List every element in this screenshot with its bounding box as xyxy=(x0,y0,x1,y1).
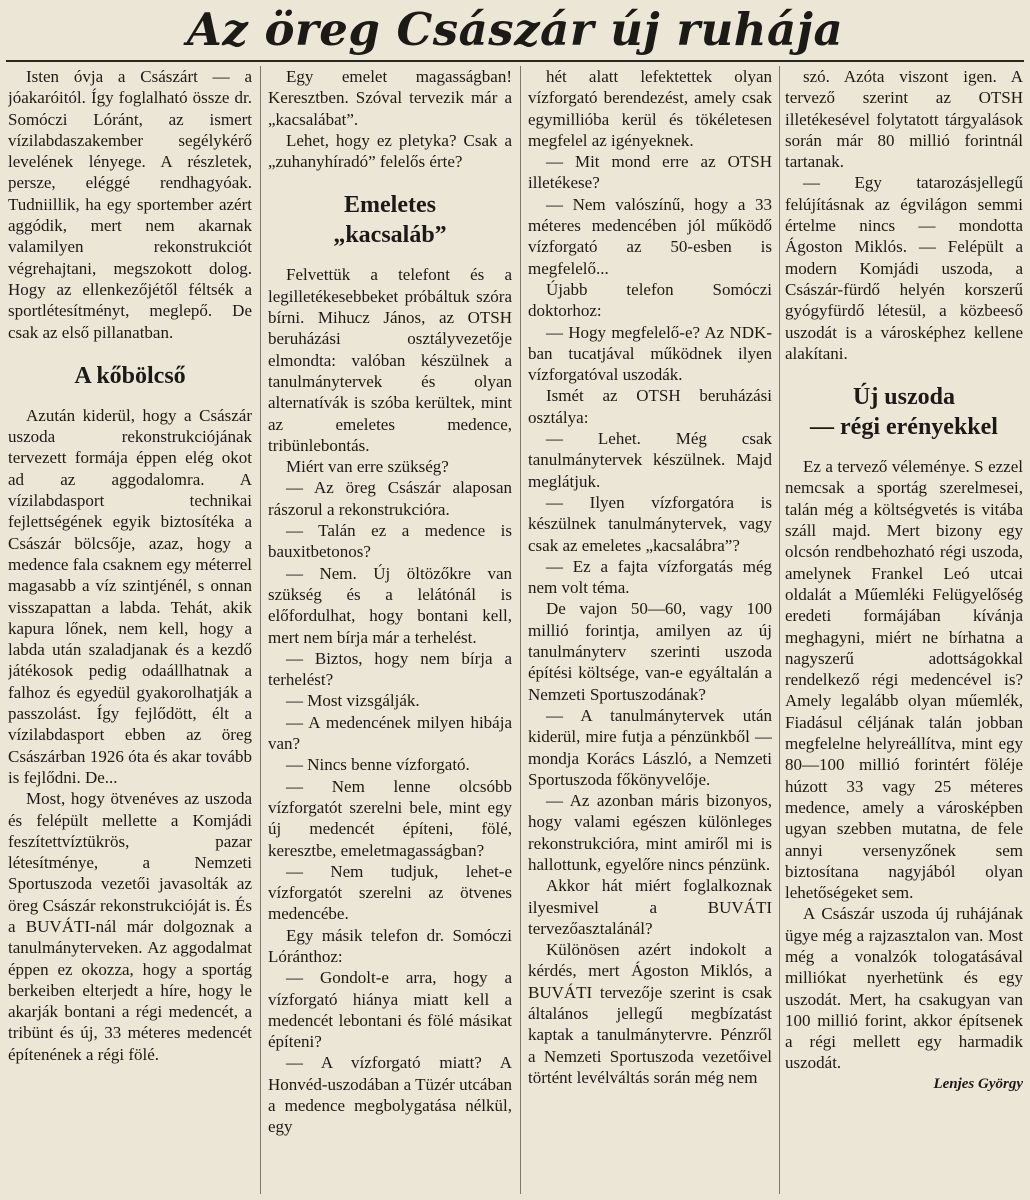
paragraph: Lehet, hogy ez pletyka? Csak a „zuhanyhíradó” felelős érte? xyxy=(268,130,512,172)
paragraph: — Nem tudjuk, lehet-e vízforgatót szerelni az ötvenes medencébe. xyxy=(268,861,512,924)
subheading-line: A kőbölcső xyxy=(74,362,186,389)
paragraph: — A vízforgató miatt? A Honvéd-uszodában a Tüzér utcában a medence megbolygatása nélkül, egy xyxy=(268,1053,512,1137)
subheading xyxy=(8,361,252,391)
paragraph: — Hogy megfelelő-e? Az NDK-ban tucatjával működnek ilyen vízforgatóval uszodák. xyxy=(528,322,772,385)
paragraph: — Mit mond erre az OTSH illetékese? xyxy=(528,152,772,193)
subheading-line: „kacsaláb” xyxy=(333,222,447,249)
column-divider xyxy=(779,66,780,1194)
paragraph: — Biztos, hogy nem bírja a terhelést? xyxy=(268,648,512,690)
paragraph: Most, hogy ötvenéves az uszoda és felépült mellette a Komjádi feszítettvíztükrös, pazar létesítménye, a Nemzeti Sportuszoda vezetői javasolták az öreg Császár rekonstrukcióját is. És a BUVÁTI-nál már dolgoznak a tanulmányterveken. Az aggodalmat éppen ez okozza, hogy a sportág berkeiben elterjedt a híre, hogy le akarják bontani a régi medencét, a tribünt és új, 33 méteres medencét építenének a régi fölé. xyxy=(8,789,252,1064)
paragraph: De vajon 50—60, vagy 100 millió forintja, amilyen az új tanulmányterv szerinti uszoda építési költsége, van-e egyáltalán a Nemzeti Sportuszodának? xyxy=(528,599,772,704)
paragraph: — A medencének milyen hibája van? xyxy=(268,712,512,754)
paragraph: szó. Azóta viszont igen. A tervező szerint az OTSH illetékesével folytatott tárgyalások során már 80 millió forintnál tartanak. xyxy=(785,67,1023,172)
subheading-line: Új uszoda xyxy=(852,384,955,411)
paragraph: — Ilyen vízforgatóra is készülnek tanulmánytervek, vagy csak az emeletes „kacsalábra”? xyxy=(528,492,772,555)
subheading xyxy=(268,190,512,250)
paragraph: — Nem valószínű, hogy a 33 méteres medencében jól működő vízforgató az 50-esben is megfelelő... xyxy=(528,194,772,278)
paragraph: — A tanulmánytervek után kiderül, mire futja a pénzünkből — mondja Korács László, a Nemzeti Sportuszoda főkönyvelője. xyxy=(528,705,772,789)
subheading xyxy=(785,382,1023,442)
paragraph: Akkor hát miért foglalkoznak ilyesmivel a BUVÁTI tervezőasztalánál? xyxy=(528,876,772,938)
paragraph: Ismét az OTSH beruházási osztálya: xyxy=(528,386,772,427)
paragraph: A Császár uszoda új ruhájának ügye még a rajzasztalon van. Most még a vonalzók tologatásával milliókat nyerhetünk és egy uszodát. Mert, ha csakugyan van 100 millió forint, akkor építsenek a régi mellett egy harmadik uszodát. xyxy=(785,904,1023,1073)
column-2 xyxy=(268,66,512,1196)
headline-rule xyxy=(6,60,1024,62)
paragraph: — Talán ez a medence is bauxitbetonos? xyxy=(268,521,512,562)
paragraph: — Az öreg Császár alaposan rászorul a rekonstrukcióra. xyxy=(268,478,512,519)
headline: Az öreg Császár új ruhája xyxy=(186,3,844,56)
paragraph: — Ez a fajta vízforgatás még nem volt téma. xyxy=(528,556,772,598)
column-divider xyxy=(260,66,261,1194)
paragraph: Isten óvja a Császárt — a jóakaróitól. Így foglalható össze dr. Somóczi Lóránt, az ismert vízilabdaszakember segélykérő levelének lényege. A részletek, persze, eléggé rendhagyóak. Tudniillik, ha egy sportember azért aggódik, mert nem akarnak valamilyen rekonstrukciót végrehajtani, megszokott dolog. Hogy az ellenkezőjétől féltsék a sportlétesítményt, meglepő. De csak az első pillanatban. xyxy=(8,67,252,342)
paragraph: — Nem. Új öltözőkre van szükség és a lelátónál is előfordulhat, hogy bontani kell, mert nem bírja már a terhelést. xyxy=(268,563,512,647)
paragraph: Újabb telefon Somóczi doktorhoz: xyxy=(528,279,772,321)
paragraph: — Egy tatarozásjellegű felújításnak az égvilágon semmi értelme nincs — mondotta Ágoston Miklós. — Felépült a modern Komjádi uszoda, a Császár-fürdő helyén korszerű gyógyfürdő létesül, a közbeeső uszodát is a városképhez kellene alakítani. xyxy=(785,173,1023,363)
paragraph: — Lehet. Még csak tanulmánytervek készülnek. Majd meglátjuk. xyxy=(528,429,772,491)
paragraph: Ez a tervező véleménye. S ezzel nemcsak a sportág szerelmesei, talán még a költségvetés is vitába száll majd. Mert bizony egy olcsón rendbehozható régi uszoda, amelynek Frankel Leó utcai oldalát a Műemléki Felügyelőség eredeti formájában kívánja meghagyni, miért ne bírhatna a nagyszerű adottságokkal rendelkező régi medencével is? Amely legalább olyan műemlék, Fiadásul céljának talán jobban megfelelne helyreállítva, mint egy 80—100 millió forintért föléje húzott 33 vagy 25 méteres medence, amely a városképben ugyan szebben mutatna, de fele annyi versenyzőnek sem biztosítana nagyjából olyan lehetőségeket sem. xyxy=(785,457,1023,903)
paragraph: Felvettük a telefont és a legilletékesebbeket próbáltuk szóra bírni. Mihucz János, az OTSH beruházási osztályvezetője elmondta: valóban készülnek a tanulmánytervek és olyan alternatívák is szóba kerültek, mint az emeletes medence, tribünlebontás. xyxy=(268,265,512,455)
paragraph: Egy másik telefon dr. Somóczi Lóránthoz: xyxy=(268,925,512,966)
paragraph: Miért van erre szükség? xyxy=(286,457,449,477)
paragraph: — Nem lenne olcsóbb vízforgatót szerelni bele, mint egy új medencét építeni, fölé, keresztbe, emeletmagasságban? xyxy=(268,776,512,860)
paragraph: — Gondolt-e arra, hogy a vízforgató hiánya miatt kell a medencét lebontani és fölé másikat építeni? xyxy=(268,968,512,1052)
author-signature: Lenjes György xyxy=(933,1075,1023,1092)
paragraph: — Nincs benne vízforgató. xyxy=(286,755,470,775)
column-1 xyxy=(8,66,252,1196)
paragraph: — Most vizsgálják. xyxy=(286,691,420,711)
column-3 xyxy=(528,66,772,1196)
paragraph: Egy emelet magasságban! Keresztben. Szóval tervezik már a „kacsalábat”. xyxy=(268,67,512,129)
paragraph: hét alatt lefektettek olyan vízforgató berendezést, amely csak egymillióba kerül és tökéletesen megfelel az igényeknek. xyxy=(528,67,772,150)
subheading-line: Emeletes xyxy=(344,192,436,219)
paragraph: Azután kiderül, hogy a Császár uszoda rekonstrukciójának tervezett formája éppen elég okot ad az aggodalomra. A vízilabdasport technikai fejlettségének egyik biztosítéka a Császár bölcsője, azaz, hogy a medence fala csaknem egy méterrel magasabb a víz szintjénél, s onnan visszapattan a labda. Tehát, akik kapura lőnek, nem kell, hogy a labda után szaladjanak és a kezdő játékosok pedig odaállhatnak a falhoz és egyedül gyakorolhatják a passzolást. Így fejlődött, élt a vízilabdasport ebben az öreg Császárban 1926 óta és akar tovább is fejlődni. De... xyxy=(8,405,252,787)
column-4 xyxy=(785,66,1023,1196)
paragraph: Különösen azért indokolt a kérdés, mert Ágoston Miklós, a BUVÁTI tervezője szerint is csak általános jellegű megbízatást kaptak a tanulmánytervre. Pénzről a Nemzeti Sportuszoda vezetőivel történt levélváltás során még nem xyxy=(528,940,772,1087)
subheading-line: — régi erényekkel xyxy=(810,414,998,441)
paragraph: — Az azonban máris bizonyos, hogy valami egészen különleges rekonstrukcióra, mint amiről mi is hallottunk, egyelőre nincs pénzünk. xyxy=(528,791,772,874)
column-divider xyxy=(520,66,521,1194)
